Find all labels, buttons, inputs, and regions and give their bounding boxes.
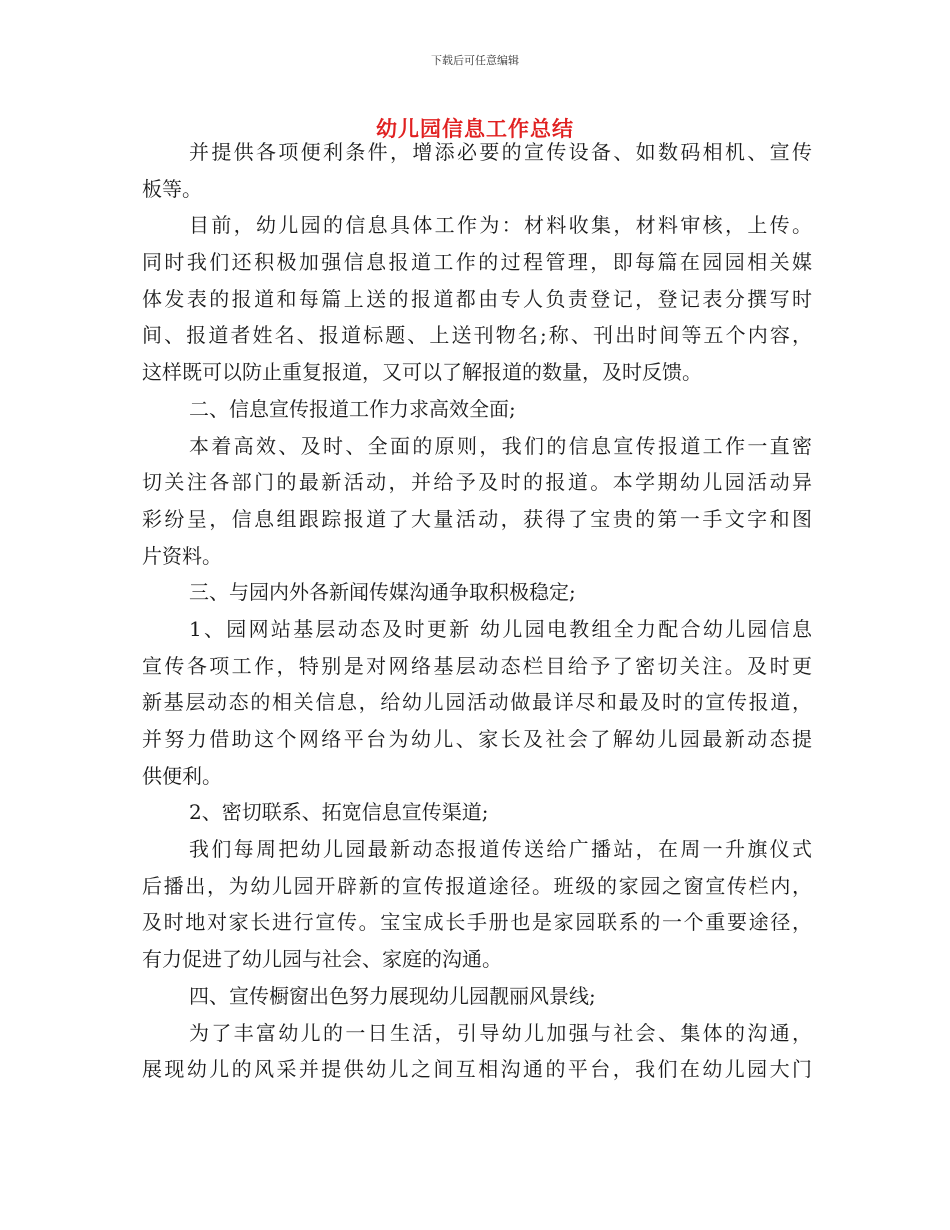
- text-line: 切关注各部门的最新活动，并给予及时的报道。本学期幼儿园活动异: [142, 470, 812, 495]
- text-line: 同时我们还积极加强信息报道工作的过程管理，即每篇在园园相关媒: [142, 250, 812, 275]
- text-line: 三、与园内外各新闻传媒沟通争取积极稳定;: [189, 580, 576, 605]
- document-body: [142, 134, 812, 1088]
- text-line: 我们每周把幼儿园最新动态报道传送给广播站，在周一升旗仪式: [189, 837, 812, 862]
- text-line: 有力促进了幼儿园与社会、家庭的沟通。: [142, 947, 502, 972]
- text-line: 本着高效、及时、全面的原则，我们的信息宣传报道工作一直密: [189, 433, 812, 458]
- header-note: 下载后可任意编辑: [431, 54, 519, 67]
- text-line: 二、信息宣传报道工作力求高效全面;: [189, 396, 516, 421]
- document-title: 幼儿园信息工作总结: [376, 117, 574, 141]
- text-line: 及时地对家长进行宣传。宝宝成长手册也是家园联系的一个重要途径，: [142, 910, 812, 935]
- text-line: 目前，幼儿园的信息具体工作为：材料收集，材料审核，上传。: [189, 213, 812, 238]
- text-line: 这样既可以防止重复报道，又可以了解报道的数量，及时反馈。: [142, 360, 702, 385]
- text-line: 彩纷呈，信息组跟踪报道了大量活动，获得了宝贵的第一手文字和图: [142, 506, 812, 531]
- text-line: 供便利。: [142, 763, 222, 788]
- text-line: 板等。: [142, 176, 202, 201]
- text-line: 体发表的报道和每篇上送的报道都由专人负责登记，登记表分撰写时: [142, 286, 812, 311]
- text-line: 并努力借助这个网络平台为幼儿、家长及社会了解幼儿园最新动态提: [142, 727, 812, 751]
- text-line: 片资料。: [142, 543, 222, 568]
- text-line: 1、园网站基层动态及时更新 幼儿园电教组全力配合幼儿园信息: [189, 616, 812, 641]
- text-line: 后播出，为幼儿园开辟新的宣传报道途径。班级的家园之窗宣传栏内，: [142, 873, 812, 898]
- text-line: 新基层动态的相关信息，给幼儿园活动做最详尽和最及时的宣传报道，: [142, 690, 812, 715]
- text-line: 并提供各项便利条件，增添必要的宣传设备、如数码相机、宣传: [189, 140, 812, 164]
- text-line: 间、报道者姓名、报道标题、上送刊物名;称、刊出时间等五个内容，: [142, 323, 812, 348]
- text-line: 展现幼儿的风采并提供幼儿之间互相沟通的平台，我们在幼儿园大门: [142, 1057, 812, 1082]
- text-line: 为了丰富幼儿的一日生活，引导幼儿加强与社会、集体的沟通，: [189, 1020, 812, 1045]
- text-line: 四、宣传橱窗出色努力展现幼儿园靓丽风景线;: [189, 983, 596, 1008]
- text-line: 宣传各项工作，特别是对网络基层动态栏目给予了密切关注。及时更: [142, 653, 812, 678]
- text-line: 2、密切联系、拓宽信息宣传渠道;: [189, 800, 489, 825]
